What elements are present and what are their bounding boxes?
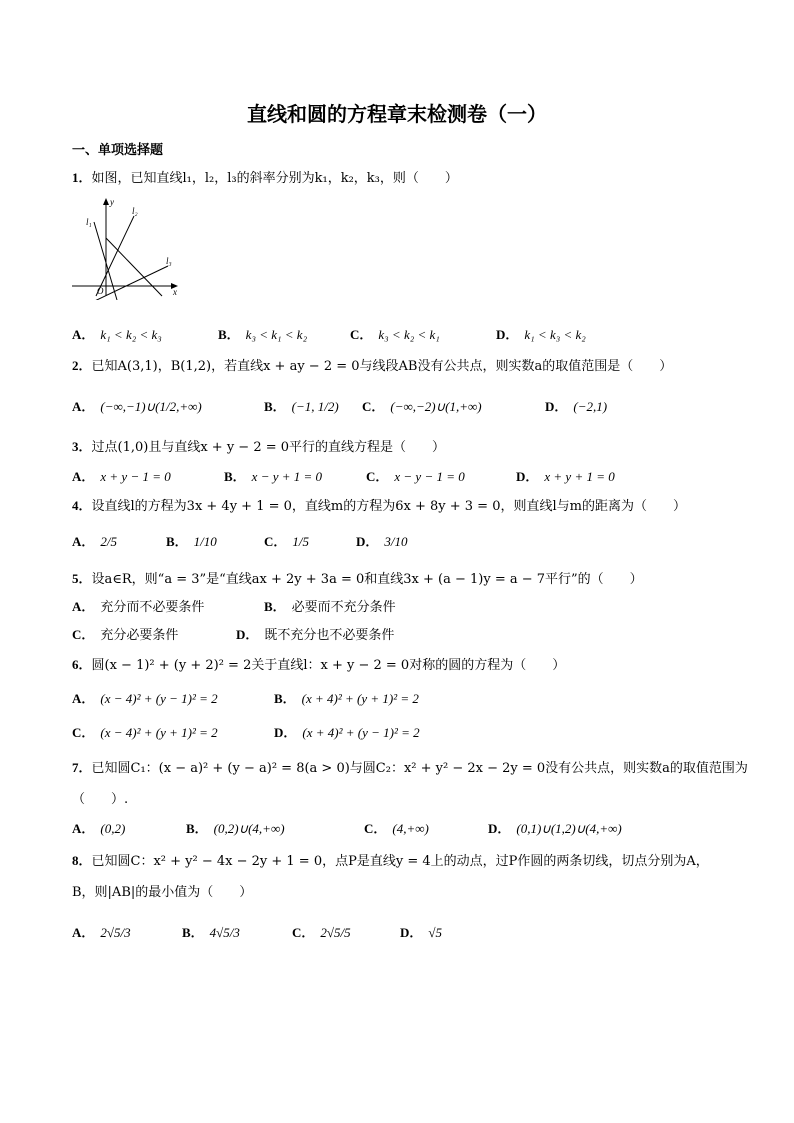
l2-label: l₂ <box>132 206 138 216</box>
l3-label: l₃ <box>166 256 172 266</box>
q4-option-c[interactable]: C． 1/5 <box>264 534 310 549</box>
q4-option-a[interactable]: A． 2/5 <box>72 534 118 549</box>
question-8: 8．已知圆C：x² + y² − 4x − 2y + 1 = 0，点P是直线y = 4上的动点，过P作圆的两条切线，切点分别为A， <box>72 853 709 869</box>
q3-option-a[interactable]: A． x + y − 1 = 0 <box>72 469 171 484</box>
q7-option-a[interactable]: A． (0,2) <box>72 821 126 836</box>
q8-option-b[interactable]: B． 4√5/3 <box>182 925 240 940</box>
question-5: 5．设a∈R，则“a = 3”是“直线ax + 2y + 3a = 0和直线3x + (a − 1)y = a − 7平行”的（ ） <box>72 571 643 587</box>
question-text: 如图，已知直线l₁，l₂，l₃的斜率分别为k₁，k₂，k₃，则（ ） <box>91 171 458 186</box>
q1-option-d[interactable]: D． k₁ < k₃ < k₂ <box>496 327 586 342</box>
question-text: 圆(x − 1)² + (y + 2)² = 2关于直线l：x + y − 2 = 0对称的圆的方程为（ ） <box>91 658 566 673</box>
question-text: 已知A(3,1)，B(1,2)，若直线x + ay − 2 = 0与线段AB没有公共点，则实数a的取值范围是（ ） <box>91 359 673 374</box>
question-3: 3．过点(1,0)且与直线x + y − 2 = 0平行的直线方程是（ ） <box>72 439 446 455</box>
question-text: 设直线l的方程为3x + 4y + 1 = 0，直线m的方程为6x + 8y + 3 = 0，则直线l与m的距离为（ ） <box>91 499 686 514</box>
q1-option-c[interactable]: C． k₃ < k₂ < k₁ <box>350 327 440 342</box>
line-l3 <box>80 266 168 300</box>
y-axis-arrow <box>103 198 109 205</box>
q6-option-d[interactable]: D． (x + 4)² + (y − 1)² = 2 <box>274 725 420 740</box>
question-text: 过点(1,0)且与直线x + y − 2 = 0平行的直线方程是（ ） <box>91 440 446 455</box>
line-l2 <box>96 216 134 296</box>
question-1-figure <box>70 196 186 300</box>
q6-option-c[interactable]: C． (x − 4)² + (y + 1)² = 2 <box>72 725 218 740</box>
q7-option-b[interactable]: B． (0,2)∪(4,+∞) <box>186 821 285 836</box>
q4-option-d[interactable]: D． 3/10 <box>356 534 408 549</box>
q5-option-c[interactable]: C． 充分必要条件 <box>72 627 179 643</box>
question-number: 1． <box>72 170 92 185</box>
x-axis-label: x <box>173 287 177 297</box>
section-heading: 一、单项选择题 <box>72 143 164 158</box>
q6-option-b[interactable]: B． (x + 4)² + (y + 1)² = 2 <box>274 691 419 706</box>
q8-option-a[interactable]: A． 2√5/3 <box>72 925 131 940</box>
question-text: 已知圆C：x² + y² − 4x − 2y + 1 = 0，点P是直线y = 4上的动点，过P作圆的两条切线，切点分别为A， <box>91 854 709 869</box>
question-1 <box>72 167 458 186</box>
q7-option-c[interactable]: C． (4,+∞) <box>364 821 429 836</box>
question-8-continued: B，则|AB|的最小值为（ ） <box>72 885 253 900</box>
q8-option-c[interactable]: C． 2√5/5 <box>292 925 351 940</box>
q2-option-a[interactable]: A． (−∞,−1)∪(1/2,+∞) <box>72 399 202 414</box>
question-text: 设a∈R，则“a = 3”是“直线ax + 2y + 3a = 0和直线3x + (a − 1)y = a − 7平行”的（ ） <box>91 572 643 587</box>
q3-option-b[interactable]: B． x − y + 1 = 0 <box>224 469 323 484</box>
question-2: 2．已知A(3,1)，B(1,2)，若直线x + ay − 2 = 0与线段AB没有公共点，则实数a的取值范围是（ ） <box>72 358 673 374</box>
origin-label: O <box>97 286 104 296</box>
q8-option-d[interactable]: D． √5 <box>400 925 443 940</box>
q7-option-d[interactable]: D． (0,1)∪(1,2)∪(4,+∞) <box>488 821 622 836</box>
q2-option-d[interactable]: D． (−2,1) <box>545 399 608 414</box>
q5-option-b[interactable]: B． 必要而不充分条件 <box>264 599 396 615</box>
q5-option-a[interactable]: A． 充分而不必要条件 <box>72 599 205 615</box>
question-7: 7．已知圆C₁：(x − a)² + (y − a)² = 8(a > 0)与圆C₂：x² + y² − 2x − 2y = 0没有公共点，则实数a的取值范围为 <box>72 760 748 776</box>
q2-option-c[interactable]: C． (−∞,−2)∪(1,+∞) <box>362 399 482 414</box>
question-6: 6．圆(x − 1)² + (y + 2)² = 2关于直线l：x + y − 2 = 0对称的圆的方程为（ ） <box>72 657 566 673</box>
q3-option-d[interactable]: D． x + y + 1 = 0 <box>516 469 615 484</box>
q6-option-a[interactable]: A． (x − 4)² + (y − 1)² = 2 <box>72 691 218 706</box>
page-title: 直线和圆的方程章末检测卷（一） <box>247 102 547 126</box>
q4-option-b[interactable]: B． 1/10 <box>166 534 217 549</box>
l1-label: l₁ <box>86 217 92 227</box>
q3-option-c[interactable]: C． x − y − 1 = 0 <box>366 469 465 484</box>
q2-option-b[interactable]: B． (−1, 1/2) <box>264 399 339 414</box>
question-7-continued: （ ）. <box>72 792 129 807</box>
q5-option-d[interactable]: D． 既不充分也不必要条件 <box>236 627 395 643</box>
q1-option-a[interactable]: A． k₁ < k₂ < k₃ <box>72 327 162 342</box>
question-text: 已知圆C₁：(x − a)² + (y − a)² = 8(a > 0)与圆C₂：x² + y² − 2x − 2y = 0没有公共点，则实数a的取值范围为 <box>91 761 748 776</box>
y-axis-label: y <box>110 197 114 207</box>
line-l1-extended <box>106 238 162 296</box>
q1-option-b[interactable]: B． k₃ < k₁ < k₂ <box>218 327 308 342</box>
question-4: 4．设直线l的方程为3x + 4y + 1 = 0，直线m的方程为6x + 8y + 3 = 0，则直线l与m的距离为（ ） <box>72 498 686 514</box>
